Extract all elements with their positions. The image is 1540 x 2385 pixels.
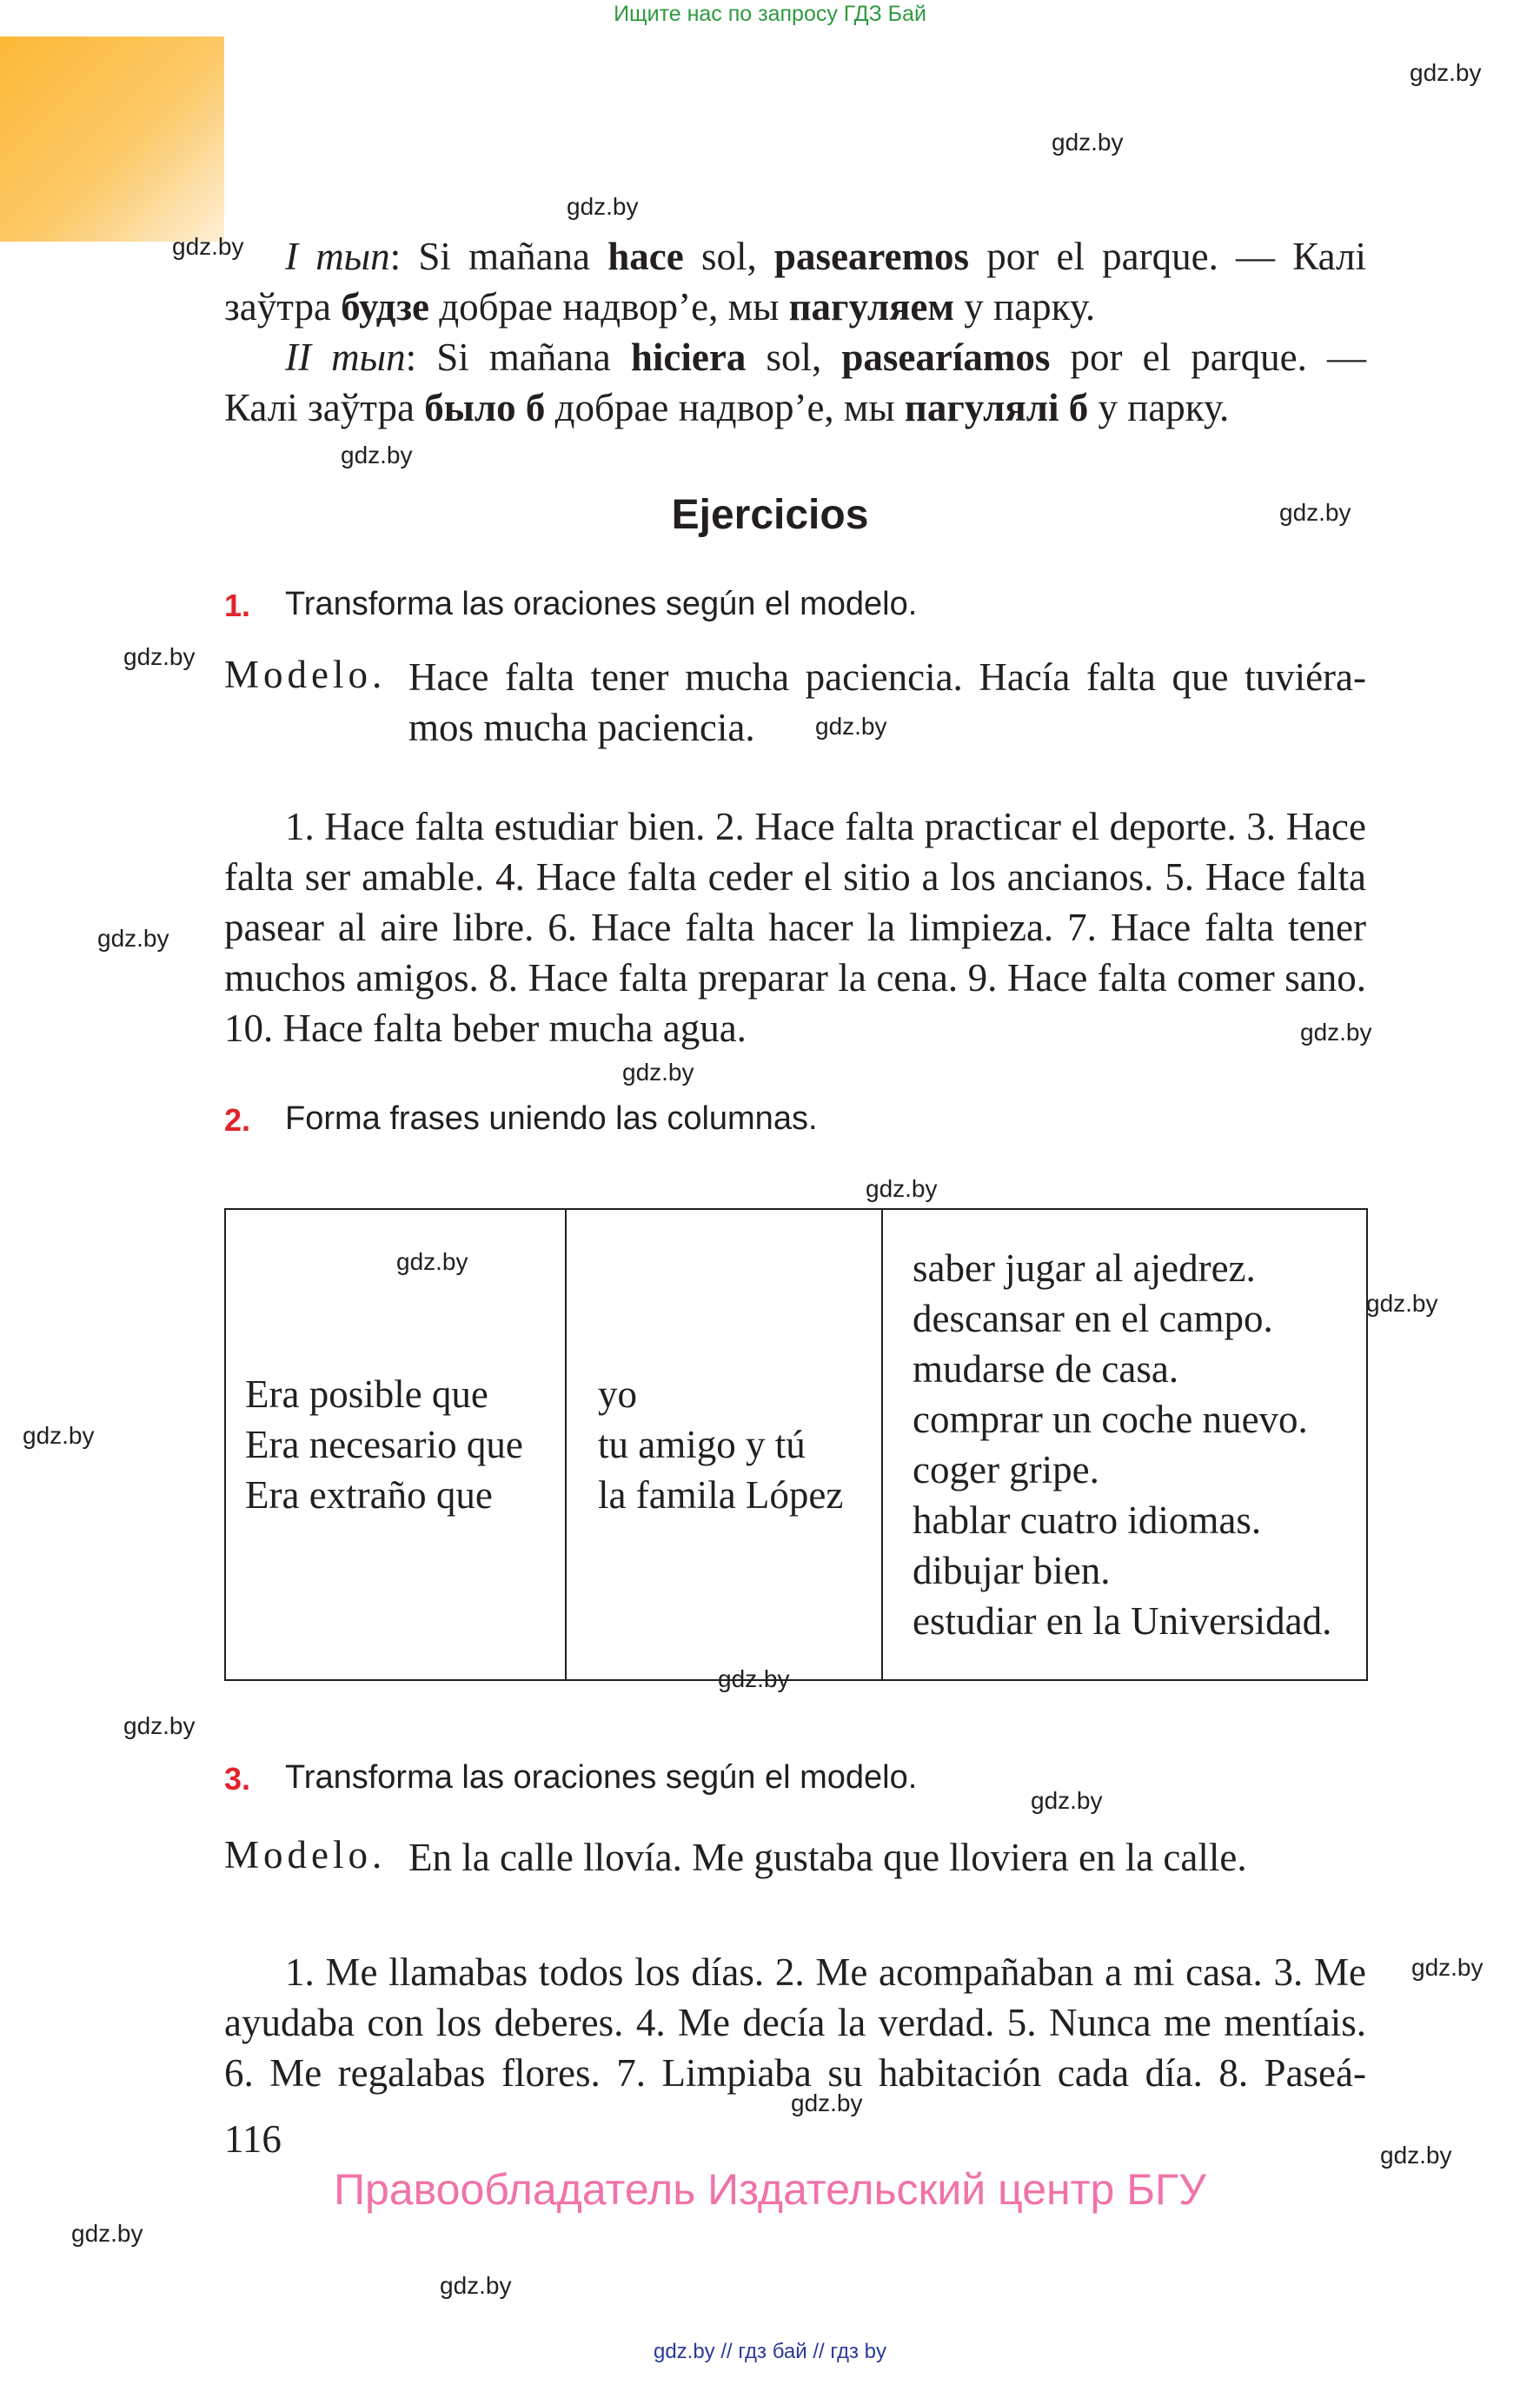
exercise-1-modelo-label: Modelo. bbox=[224, 653, 387, 696]
intro-line-1: I тып: Si mañana hace sol, pasearemos por el parque. — Калі bbox=[285, 235, 1366, 278]
watermark: gdz.by bbox=[791, 2089, 863, 2116]
watermark: gdz.by bbox=[1380, 2142, 1452, 2169]
col3-item: coger gripe. bbox=[913, 1448, 1099, 1491]
watermark: gdz.by bbox=[440, 2272, 512, 2299]
exercise-1-line: falta ser amable. 4. Hace falta ceder el sitio a los ancianos. 5. Hace falta bbox=[224, 855, 1366, 899]
footer-links: gdz.by // гдз бай // гдз by bbox=[653, 2340, 887, 2363]
exercise-1-line: muchos amigos. 8. Hace falta preparar la cena. 9. Hace falta comer sano. bbox=[224, 956, 1366, 1000]
copyright-owner: Правообладатель Издательский центр БГУ bbox=[334, 2165, 1206, 2214]
watermark: gdz.by bbox=[341, 442, 413, 468]
exercise-1-instruction: Transforma las oraciones según el modelo. bbox=[285, 586, 918, 622]
exercise-1-line: 1. Hace falta estudiar bien. 2. Hace falta practicar el deporte. 3. Hace bbox=[285, 805, 1366, 848]
col2-item: la famila López bbox=[598, 1473, 844, 1517]
watermark: gdz.by bbox=[1031, 1787, 1103, 1814]
col3-item: mudarse de casa. bbox=[913, 1347, 1179, 1391]
col3-item: hablar cuatro idiomas. bbox=[913, 1498, 1262, 1542]
col3-item: descansar en el campo. bbox=[913, 1297, 1273, 1340]
watermark: gdz.by bbox=[123, 643, 196, 670]
intro-line-4: Калі заўтра было б добрае надвор’е, мы пагулялі б у парку. bbox=[224, 386, 1230, 429]
watermark: gdz.by bbox=[1411, 1954, 1484, 1981]
exercise-2-number: 2. bbox=[224, 1102, 251, 1138]
col1-item: Era posible que bbox=[245, 1372, 488, 1416]
watermark: gdz.by bbox=[396, 1248, 468, 1275]
exercises-title: Ejercicios bbox=[671, 492, 869, 538]
exercise-3-line: 6. Me regalabas flores. 7. Limpiaba su habitación cada día. 8. Paseá- bbox=[224, 2051, 1366, 2095]
watermark: gdz.by bbox=[123, 1712, 196, 1739]
columns-table bbox=[224, 1208, 1368, 1681]
watermark: gdz.by bbox=[71, 2220, 143, 2247]
watermark: gdz.by bbox=[866, 1175, 938, 1202]
column-subjects-intro bbox=[225, 1209, 566, 1680]
col2-item: yo bbox=[598, 1372, 637, 1416]
corner-decoration bbox=[0, 37, 224, 242]
col3-item: comprar un coche nuevo. bbox=[913, 1398, 1308, 1441]
watermark: gdz.by bbox=[1366, 1290, 1438, 1317]
watermark: gdz.by bbox=[718, 1665, 790, 1692]
exercise-1-line: pasear al aire libre. 6. Hace falta hacer la limpieza. 7. Hace falta tener bbox=[224, 906, 1366, 949]
site-banner: Ищите нас по запросу ГДЗ Бай bbox=[614, 2, 926, 26]
watermark: gdz.by bbox=[1300, 1019, 1372, 1046]
exercise-3-line: 1. Me llamabas todos los días. 2. Me acompañaban a mi casa. 3. Me bbox=[285, 1950, 1366, 1994]
exercise-3-line: ayudaba con los deberes. 4. Me decía la verdad. 5. Nunca me mentíais. bbox=[224, 2001, 1366, 2044]
exercise-1-modelo-line: Hace falta tener mucha paciencia. Hacía falta que tuviéra- bbox=[408, 655, 1366, 699]
page-number: 116 bbox=[224, 2117, 282, 2161]
watermark: gdz.by bbox=[815, 713, 887, 740]
watermark: gdz.by bbox=[1410, 59, 1482, 86]
intro-line-2: заўтра будзе добрае надвор’е, мы пагуляем у парку. bbox=[224, 285, 1096, 329]
watermark: gdz.by bbox=[97, 925, 169, 952]
col3-item: saber jugar al ajedrez. bbox=[913, 1246, 1256, 1290]
exercise-1-line: 10. Hace falta beber mucha agua. bbox=[224, 1006, 747, 1050]
col3-item: estudiar en la Universidad. bbox=[913, 1599, 1332, 1643]
watermark: gdz.by bbox=[567, 193, 639, 220]
column-subjects bbox=[566, 1209, 882, 1680]
col1-item: Era necesario que bbox=[245, 1423, 523, 1466]
intro-line-3: II тып: Si mañana hiciera sol, pasearíamos por el parque. — bbox=[285, 335, 1366, 379]
col3-item: dibujar bien. bbox=[913, 1549, 1111, 1592]
column-actions bbox=[882, 1209, 1367, 1680]
watermark: gdz.by bbox=[23, 1422, 95, 1449]
watermark: gdz.by bbox=[622, 1059, 694, 1086]
exercise-2-instruction: Forma frases uniendo las columnas. bbox=[285, 1100, 818, 1137]
exercise-3-modelo-text: En la calle llovía. Me gustaba que lloviera en la calle. bbox=[408, 1836, 1247, 1879]
exercise-1-number: 1. bbox=[224, 588, 251, 623]
exercise-3-modelo-label: Modelo. bbox=[224, 1833, 387, 1877]
exercise-1-modelo-line: mos mucha paciencia. bbox=[408, 706, 755, 749]
watermark: gdz.by bbox=[1279, 499, 1351, 526]
exercise-3-number: 3. bbox=[224, 1761, 251, 1797]
col2-item: tu amigo y tú bbox=[598, 1423, 806, 1466]
exercise-3-instruction: Transforma las oraciones según el modelo. bbox=[285, 1759, 918, 1796]
watermark: gdz.by bbox=[172, 233, 244, 260]
watermark: gdz.by bbox=[1052, 129, 1124, 156]
col1-item: Era extraño que bbox=[245, 1473, 493, 1517]
